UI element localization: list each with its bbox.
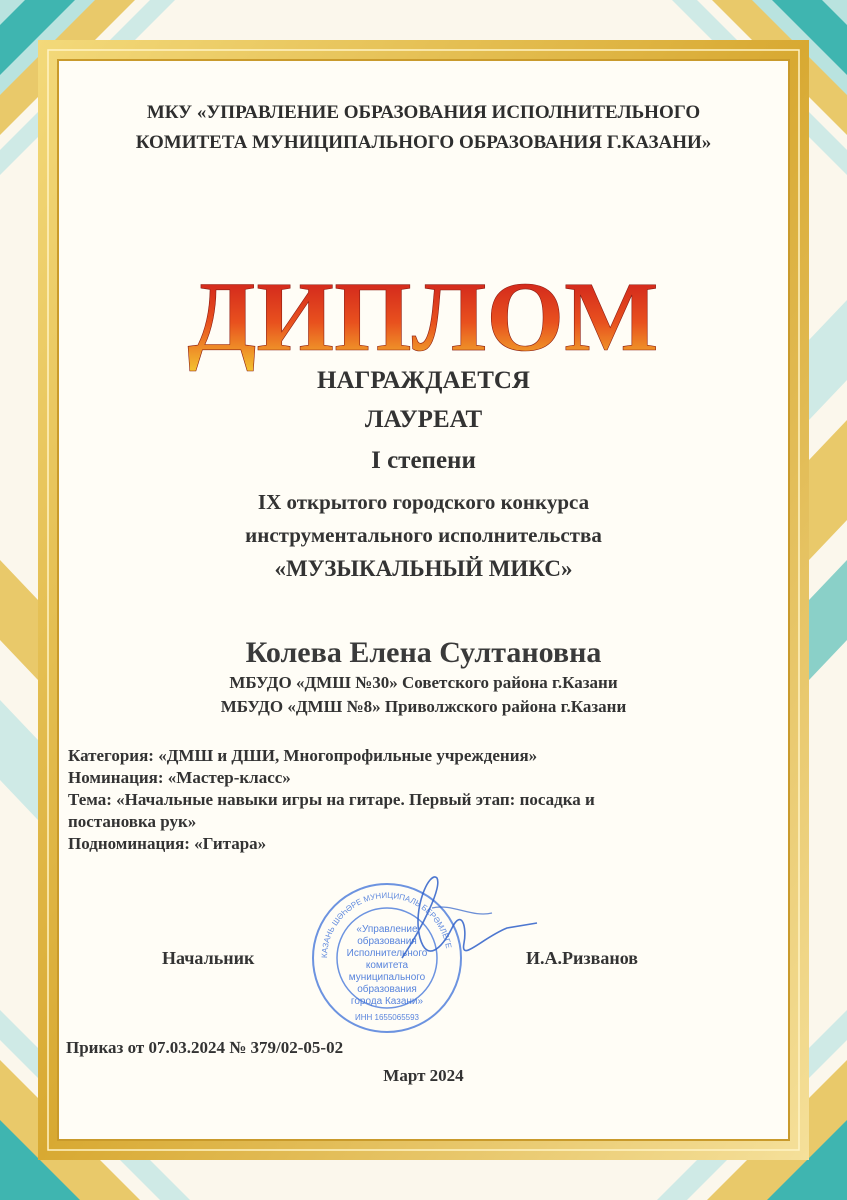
contest-line-1: IX открытого городского конкурса xyxy=(257,490,590,514)
issuer-header xyxy=(0,98,847,158)
issuer-line-1: МКУ «УПРАВЛЕНИЕ ОБРАЗОВАНИЯ ИСПОЛНИТЕЛЬНОГО xyxy=(146,102,701,123)
stamp-line-1: «Управление xyxy=(356,924,418,935)
stamp-line-2: образования xyxy=(357,936,417,947)
stamp-line-5: муниципального xyxy=(348,972,426,983)
topic-line-2: постановка рук» xyxy=(68,812,197,831)
issuer-line-2: КОМИТЕТА МУНИЦИПАЛЬНОГО ОБРАЗОВАНИЯ Г.КАЗАНИ» xyxy=(135,132,712,153)
signature-scribble xyxy=(402,877,537,958)
stamp-inn: ИНН 1655065593 xyxy=(354,1013,420,1022)
contest-line-2: инструментального исполнительства xyxy=(245,523,602,547)
subnomination-line: Подноминация: «Гитара» xyxy=(68,834,267,853)
laureate-label: ЛАУРЕАТ xyxy=(364,406,483,433)
school-2: МБУДО «ДМШ №8» Приволжского района г.Казани xyxy=(220,697,627,716)
stamp-line-7: города Казани» xyxy=(350,996,424,1007)
stamp-ring-text: КАЗАНЬ ШӘҺӘРЕ МУНИЦИПАЛЬ БЕРӘМЛЕГЕ xyxy=(319,890,454,959)
stamp-line-6: образования xyxy=(357,984,417,995)
contest-title xyxy=(0,486,847,585)
topic-line-1: Тема: «Начальные навыки игры на гитаре. Первый этап: посадка и xyxy=(68,790,595,809)
diploma-title-svg: ДИПЛОМ xyxy=(187,261,659,372)
awarded-label: НАГРАЖДАЕТСЯ xyxy=(317,367,530,394)
recipient-name: Колева Елена Султановна xyxy=(245,636,602,669)
nomination-line: Номинация: «Мастер-класс» xyxy=(68,768,291,787)
degree-label: I степени xyxy=(371,447,476,474)
issue-date: Март 2024 xyxy=(383,1066,464,1085)
signatory-name: И.А.Ризванов xyxy=(526,948,638,968)
contest-line-3: «МУЗЫКАЛЬНЫЙ МИКС» xyxy=(274,556,573,581)
stamp-line-3: Исполнительного xyxy=(346,948,428,959)
school-1: МБУДО «ДМШ №30» Советского района г.Казани xyxy=(229,673,618,692)
signatory-role: Начальник xyxy=(162,948,255,968)
category-line: Категория: «ДМШ и ДШИ, Многопрофильные учреждения» xyxy=(68,746,538,765)
official-stamp xyxy=(292,868,562,1038)
stamp-line-4: комитета xyxy=(365,960,409,971)
recipient-schools xyxy=(0,671,847,719)
award-details xyxy=(68,745,748,855)
order-reference: Приказ от 07.03.2024 № 379/02-05-02 xyxy=(66,1038,344,1057)
